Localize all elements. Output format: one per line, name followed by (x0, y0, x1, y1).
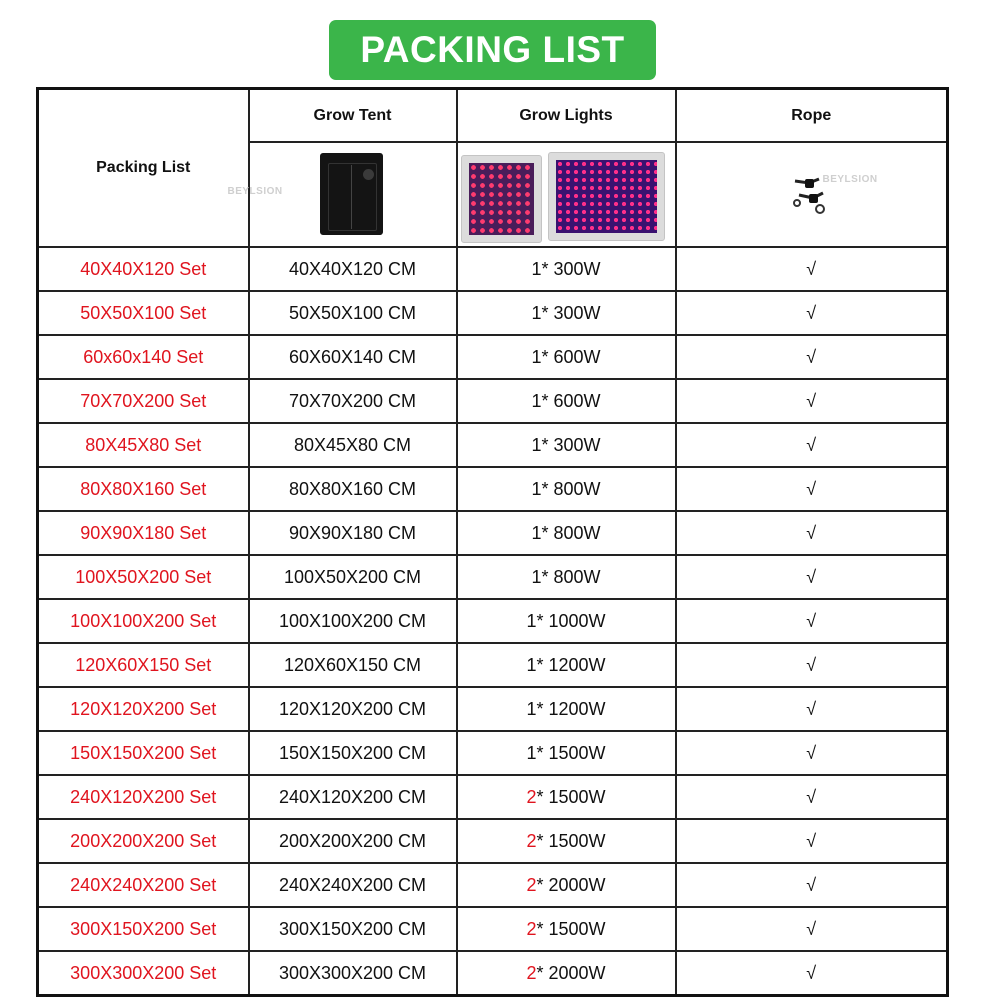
rope-included-check: √ (676, 687, 948, 731)
table-row (38, 555, 948, 599)
rope-included-check: √ (676, 511, 948, 555)
tent-size-cell: 300X300X200 CM (249, 951, 457, 996)
light-quantity: 1 (526, 699, 537, 719)
rope-included-check: √ (676, 467, 948, 511)
corner-label: Packing List (38, 89, 249, 248)
set-name-cell: 80X80X160 Set (38, 467, 249, 511)
light-quantity: 1 (526, 655, 537, 675)
light-wattage: * 600W (541, 391, 601, 411)
tent-size-cell: 80X80X160 CM (249, 467, 457, 511)
header-grow-tent: Grow Tent (249, 89, 457, 143)
light-wattage: * 300W (541, 303, 601, 323)
rope-included-check: √ (676, 775, 948, 819)
header-row (38, 89, 948, 143)
tent-size-cell: 240X120X200 CM (249, 775, 457, 819)
rope-included-check: √ (676, 555, 948, 599)
tent-size-cell: 60X60X140 CM (249, 335, 457, 379)
tent-size-cell: 50X50X100 CM (249, 291, 457, 335)
set-name-cell: 100X50X200 Set (38, 555, 249, 599)
table-row (38, 863, 948, 907)
rope-included-check: √ (676, 599, 948, 643)
header-grow-lights: Grow Lights (457, 89, 676, 143)
grow-light-cell (457, 423, 676, 467)
light-quantity: 1 (531, 303, 542, 323)
grow-light-cell (457, 555, 676, 599)
rope-included-check: √ (676, 819, 948, 863)
rope-included-check: √ (676, 291, 948, 335)
tent-size-cell: 240X240X200 CM (249, 863, 457, 907)
tent-size-cell: 70X70X200 CM (249, 379, 457, 423)
light-quantity: 1 (531, 347, 542, 367)
table-row (38, 291, 948, 335)
rope-included-check: √ (676, 247, 948, 291)
light-wattage: * 1500W (536, 743, 606, 763)
light-quantity: 1 (526, 743, 537, 763)
table-row (38, 819, 948, 863)
table-row (38, 775, 948, 819)
light-quantity: 1 (531, 259, 542, 279)
set-name-cell: 200X200X200 Set (38, 819, 249, 863)
light-quantity: 2 (526, 875, 537, 895)
tent-size-cell: 100X50X200 CM (249, 555, 457, 599)
light-quantity: 1 (531, 391, 542, 411)
header-rope: Rope (676, 89, 948, 143)
light-quantity: 1 (531, 479, 542, 499)
grow-light-cell (457, 907, 676, 951)
rope-included-check: √ (676, 907, 948, 951)
table-row (38, 951, 948, 996)
tent-size-cell: 80X45X80 CM (249, 423, 457, 467)
rope-included-check: √ (676, 951, 948, 996)
grow-light-cell (457, 599, 676, 643)
grow-light-small-image (461, 155, 542, 243)
light-wattage: * 300W (541, 259, 601, 279)
light-wattage: * 300W (541, 435, 601, 455)
watermark: BEYLSION (227, 186, 283, 197)
tent-size-cell: 120X60X150 CM (249, 643, 457, 687)
light-quantity: 2 (526, 963, 537, 983)
set-name-cell: 60x60x140 Set (38, 335, 249, 379)
table-row (38, 599, 948, 643)
tent-size-cell: 100X100X200 CM (249, 599, 457, 643)
grow-tent-image-cell (227, 142, 457, 247)
table-row (38, 907, 948, 951)
table-row (38, 247, 948, 291)
rope-included-check: √ (676, 423, 948, 467)
rope-image-cell (676, 142, 948, 247)
grow-light-cell (457, 467, 676, 511)
set-name-cell: 240X240X200 Set (38, 863, 249, 907)
grow-light-cell (457, 687, 676, 731)
light-quantity: 1 (531, 435, 542, 455)
rope-included-check: √ (676, 335, 948, 379)
set-name-cell: 40X40X120 Set (38, 247, 249, 291)
tent-size-cell: 300X150X200 CM (249, 907, 457, 951)
table-row (38, 511, 948, 555)
light-wattage: * 2000W (536, 875, 606, 895)
light-quantity: 1 (531, 523, 542, 543)
light-wattage: * 800W (541, 567, 601, 587)
table-row (38, 467, 948, 511)
light-wattage: * 1200W (536, 655, 606, 675)
set-name-cell: 240X120X200 Set (38, 775, 249, 819)
grow-light-cell (457, 863, 676, 907)
table-row (38, 379, 948, 423)
grow-light-cell (457, 511, 676, 555)
grow-tent-image (320, 153, 383, 235)
rope-hanger-image (789, 173, 833, 217)
light-wattage: * 600W (541, 347, 601, 367)
grow-light-large-image (548, 152, 665, 241)
light-quantity: 2 (526, 831, 537, 851)
grow-light-cell (457, 643, 676, 687)
grow-light-cell (457, 247, 676, 291)
light-wattage: * 1000W (536, 611, 606, 631)
set-name-cell: 100X100X200 Set (38, 599, 249, 643)
table-row (38, 423, 948, 467)
grow-light-cell (457, 335, 676, 379)
grow-lights-image-cell (457, 142, 676, 247)
set-name-cell: 70X70X200 Set (38, 379, 249, 423)
packing-table (36, 87, 949, 997)
light-wattage: * 800W (541, 479, 601, 499)
grow-light-cell (457, 291, 676, 335)
table-row (38, 687, 948, 731)
tent-size-cell: 90X90X180 CM (249, 511, 457, 555)
set-name-cell: 120X60X150 Set (38, 643, 249, 687)
rope-included-check: √ (676, 379, 948, 423)
table-row (38, 335, 948, 379)
tent-size-cell: 150X150X200 CM (249, 731, 457, 775)
rope-included-check: √ (676, 863, 948, 907)
rope-included-check: √ (676, 643, 948, 687)
set-name-cell: 300X300X200 Set (38, 951, 249, 996)
rope-included-check: √ (676, 731, 948, 775)
light-wattage: * 1500W (536, 919, 606, 939)
tent-size-cell: 40X40X120 CM (249, 247, 457, 291)
page-title: PACKING LIST (329, 20, 656, 80)
light-wattage: * 1200W (536, 699, 606, 719)
set-name-cell: 80X45X80 Set (38, 423, 249, 467)
grow-light-cell (457, 819, 676, 863)
light-wattage: * 800W (541, 523, 601, 543)
watermark: BEYLSION (822, 174, 878, 185)
light-wattage: * 1500W (536, 831, 606, 851)
light-quantity: 2 (526, 787, 537, 807)
table-row (38, 643, 948, 687)
tent-size-cell: 120X120X200 CM (249, 687, 457, 731)
grow-light-cell (457, 379, 676, 423)
tent-size-cell: 200X200X200 CM (249, 819, 457, 863)
set-name-cell: 90X90X180 Set (38, 511, 249, 555)
set-name-cell: 120X120X200 Set (38, 687, 249, 731)
grow-light-cell (457, 731, 676, 775)
set-name-cell: 150X150X200 Set (38, 731, 249, 775)
table-row (38, 731, 948, 775)
light-quantity: 1 (526, 611, 537, 631)
light-wattage: * 1500W (536, 787, 606, 807)
grow-light-cell (457, 775, 676, 819)
set-name-cell: 300X150X200 Set (38, 907, 249, 951)
light-quantity: 2 (526, 919, 537, 939)
set-name-cell: 50X50X100 Set (38, 291, 249, 335)
light-quantity: 1 (531, 567, 542, 587)
light-wattage: * 2000W (536, 963, 606, 983)
grow-light-cell (457, 951, 676, 996)
